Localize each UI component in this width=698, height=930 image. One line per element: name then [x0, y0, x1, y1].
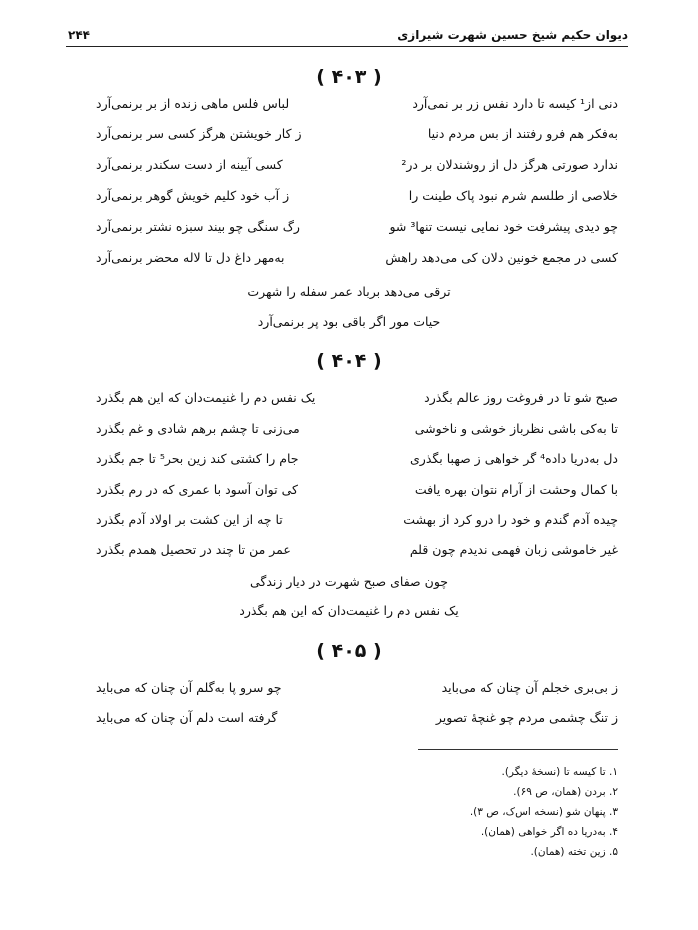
hemistich-first: ندارد صورتی هرگز دل از روشندلان بر در²	[401, 157, 618, 172]
closing-line: حیات مور اگر باقی بود پر برنمی‌آرد	[257, 314, 441, 329]
footnote: ۵. زین تخته (همان).	[530, 846, 618, 858]
hemistich-first: تا به‌کی باشی نظرباز خوشی و ناخوشی	[414, 421, 618, 436]
hemistich-second: یک نفس دم را غنیمت‌دان که این هم بگذرد	[96, 390, 316, 405]
couplet	[0, 126, 698, 152]
couplet	[0, 482, 698, 508]
couplet	[0, 680, 698, 706]
poem-number-405: ( ۴۰۵ )	[316, 640, 382, 662]
hemistich-second: گرفته است دلم آن چنان که می‌باید	[96, 710, 278, 725]
couplet	[0, 219, 698, 245]
hemistich-second: ز کار خویشتن هرگز کسی سر برنمی‌آرد	[96, 126, 302, 141]
header-rule	[66, 46, 628, 47]
footnote: ۳. پنهان شو (نسخه اس‌ک، ص ۳).	[469, 806, 618, 818]
running-header	[68, 24, 628, 46]
hemistich-second: به‌مهر داغ دل تا لاله محضر برنمی‌آرد	[96, 250, 285, 265]
hemistich-second: جام را کشتی کند زین بحر⁵ تا جم بگذرد	[96, 451, 299, 466]
hemistich-second: چو سرو پا به‌گلم آن چنان که می‌باید	[96, 680, 282, 695]
hemistich-first: صبح شو تا در فروغت روز عالم بگذرد	[424, 390, 618, 405]
hemistich-second: کسی آیینه از دست سکندر برنمی‌آرد	[96, 157, 283, 172]
hemistich-second: کی توان آسود با عمری که در رم بگذرد	[96, 482, 298, 497]
hemistich-first: ز بی‌بری خجلم آن چنان که می‌باید	[441, 680, 618, 695]
hemistich-first: خلاصی از طلسم شرم نبود پاک طینت را	[408, 188, 618, 203]
hemistich-first: دل به‌دریا داده⁴ گر خواهی ز صهبا بگذری	[410, 451, 618, 466]
hemistich-first: ز تنگ چشمی مردم چو غنچهٔ تصویر	[435, 710, 618, 725]
couplet	[0, 96, 698, 122]
couplet	[0, 451, 698, 477]
footnote: ۴. به‌دریا ده اگر خواهی (همان).	[480, 826, 618, 838]
hemistich-first: چیده آدم گندم و خود را درو کرد از بهشت	[403, 512, 618, 527]
hemistich-first: دنی از¹ کیسه تا دارد نفس زر بر نمی‌آرد	[412, 96, 618, 111]
couplet	[0, 250, 698, 276]
couplet	[0, 421, 698, 447]
couplet	[0, 512, 698, 538]
poem-number-404: ( ۴۰۴ )	[316, 350, 382, 372]
couplet	[0, 390, 698, 416]
closing-line: یک نفس دم را غنیمت‌دان که این هم بگذرد	[239, 603, 459, 618]
hemistich-second: رگ سنگی چو بیند سبزه نشتر برنمی‌آرد	[96, 219, 300, 234]
couplet	[0, 710, 698, 736]
poem-number-403: ( ۴۰۳ )	[316, 66, 382, 88]
footnote-rule	[418, 749, 618, 750]
hemistich-first: به‌فکر هم فرو رفتند از بس مردم دنیا	[427, 126, 618, 141]
book-title: دیوان حکیم شیخ حسین شهرت شیرازی	[397, 28, 628, 42]
couplet	[0, 157, 698, 183]
hemistich-second: تا چه از این کشت بر اولاد آدم بگذرد	[96, 512, 283, 527]
hemistich-second: عمر من تا چند در تحصیل همدم بگذرد	[96, 542, 291, 557]
hemistich-second: ز آب خود کلیم خویش گوهر برنمی‌آرد	[96, 188, 290, 203]
footnote: ۱. تا کیسه تا (نسخهٔ دیگر).	[501, 766, 618, 778]
closing-line: چون صفای صبح شهرت در دیار زندگی	[249, 574, 449, 589]
hemistich-first: چو دیدی پیشرفت خود نمایی نیست تنها³ شو	[389, 219, 618, 234]
closing-line: ترقی می‌دهد برباد عمر سفله را شهرت	[247, 284, 451, 299]
hemistich-first: کسی در مجمع خونین دلان کی می‌دهد راهش	[385, 250, 618, 265]
couplet	[0, 542, 698, 568]
footnote: ۲. بردن (همان، ص ۶۹).	[513, 786, 618, 798]
hemistich-first: با کمال وحشت از آرام نتوان بهره یافت	[414, 482, 618, 497]
hemistich-second: لباس فلس ماهی زنده از بر برنمی‌آرد	[96, 96, 290, 111]
couplet	[0, 188, 698, 214]
page-number: ۲۴۴	[68, 28, 90, 42]
hemistich-first: غیر خاموشی زبان فهمی ندیدم چون قلم	[409, 542, 618, 557]
hemistich-second: می‌زنی تا چشم برهم شادی و غم بگذرد	[96, 421, 300, 436]
